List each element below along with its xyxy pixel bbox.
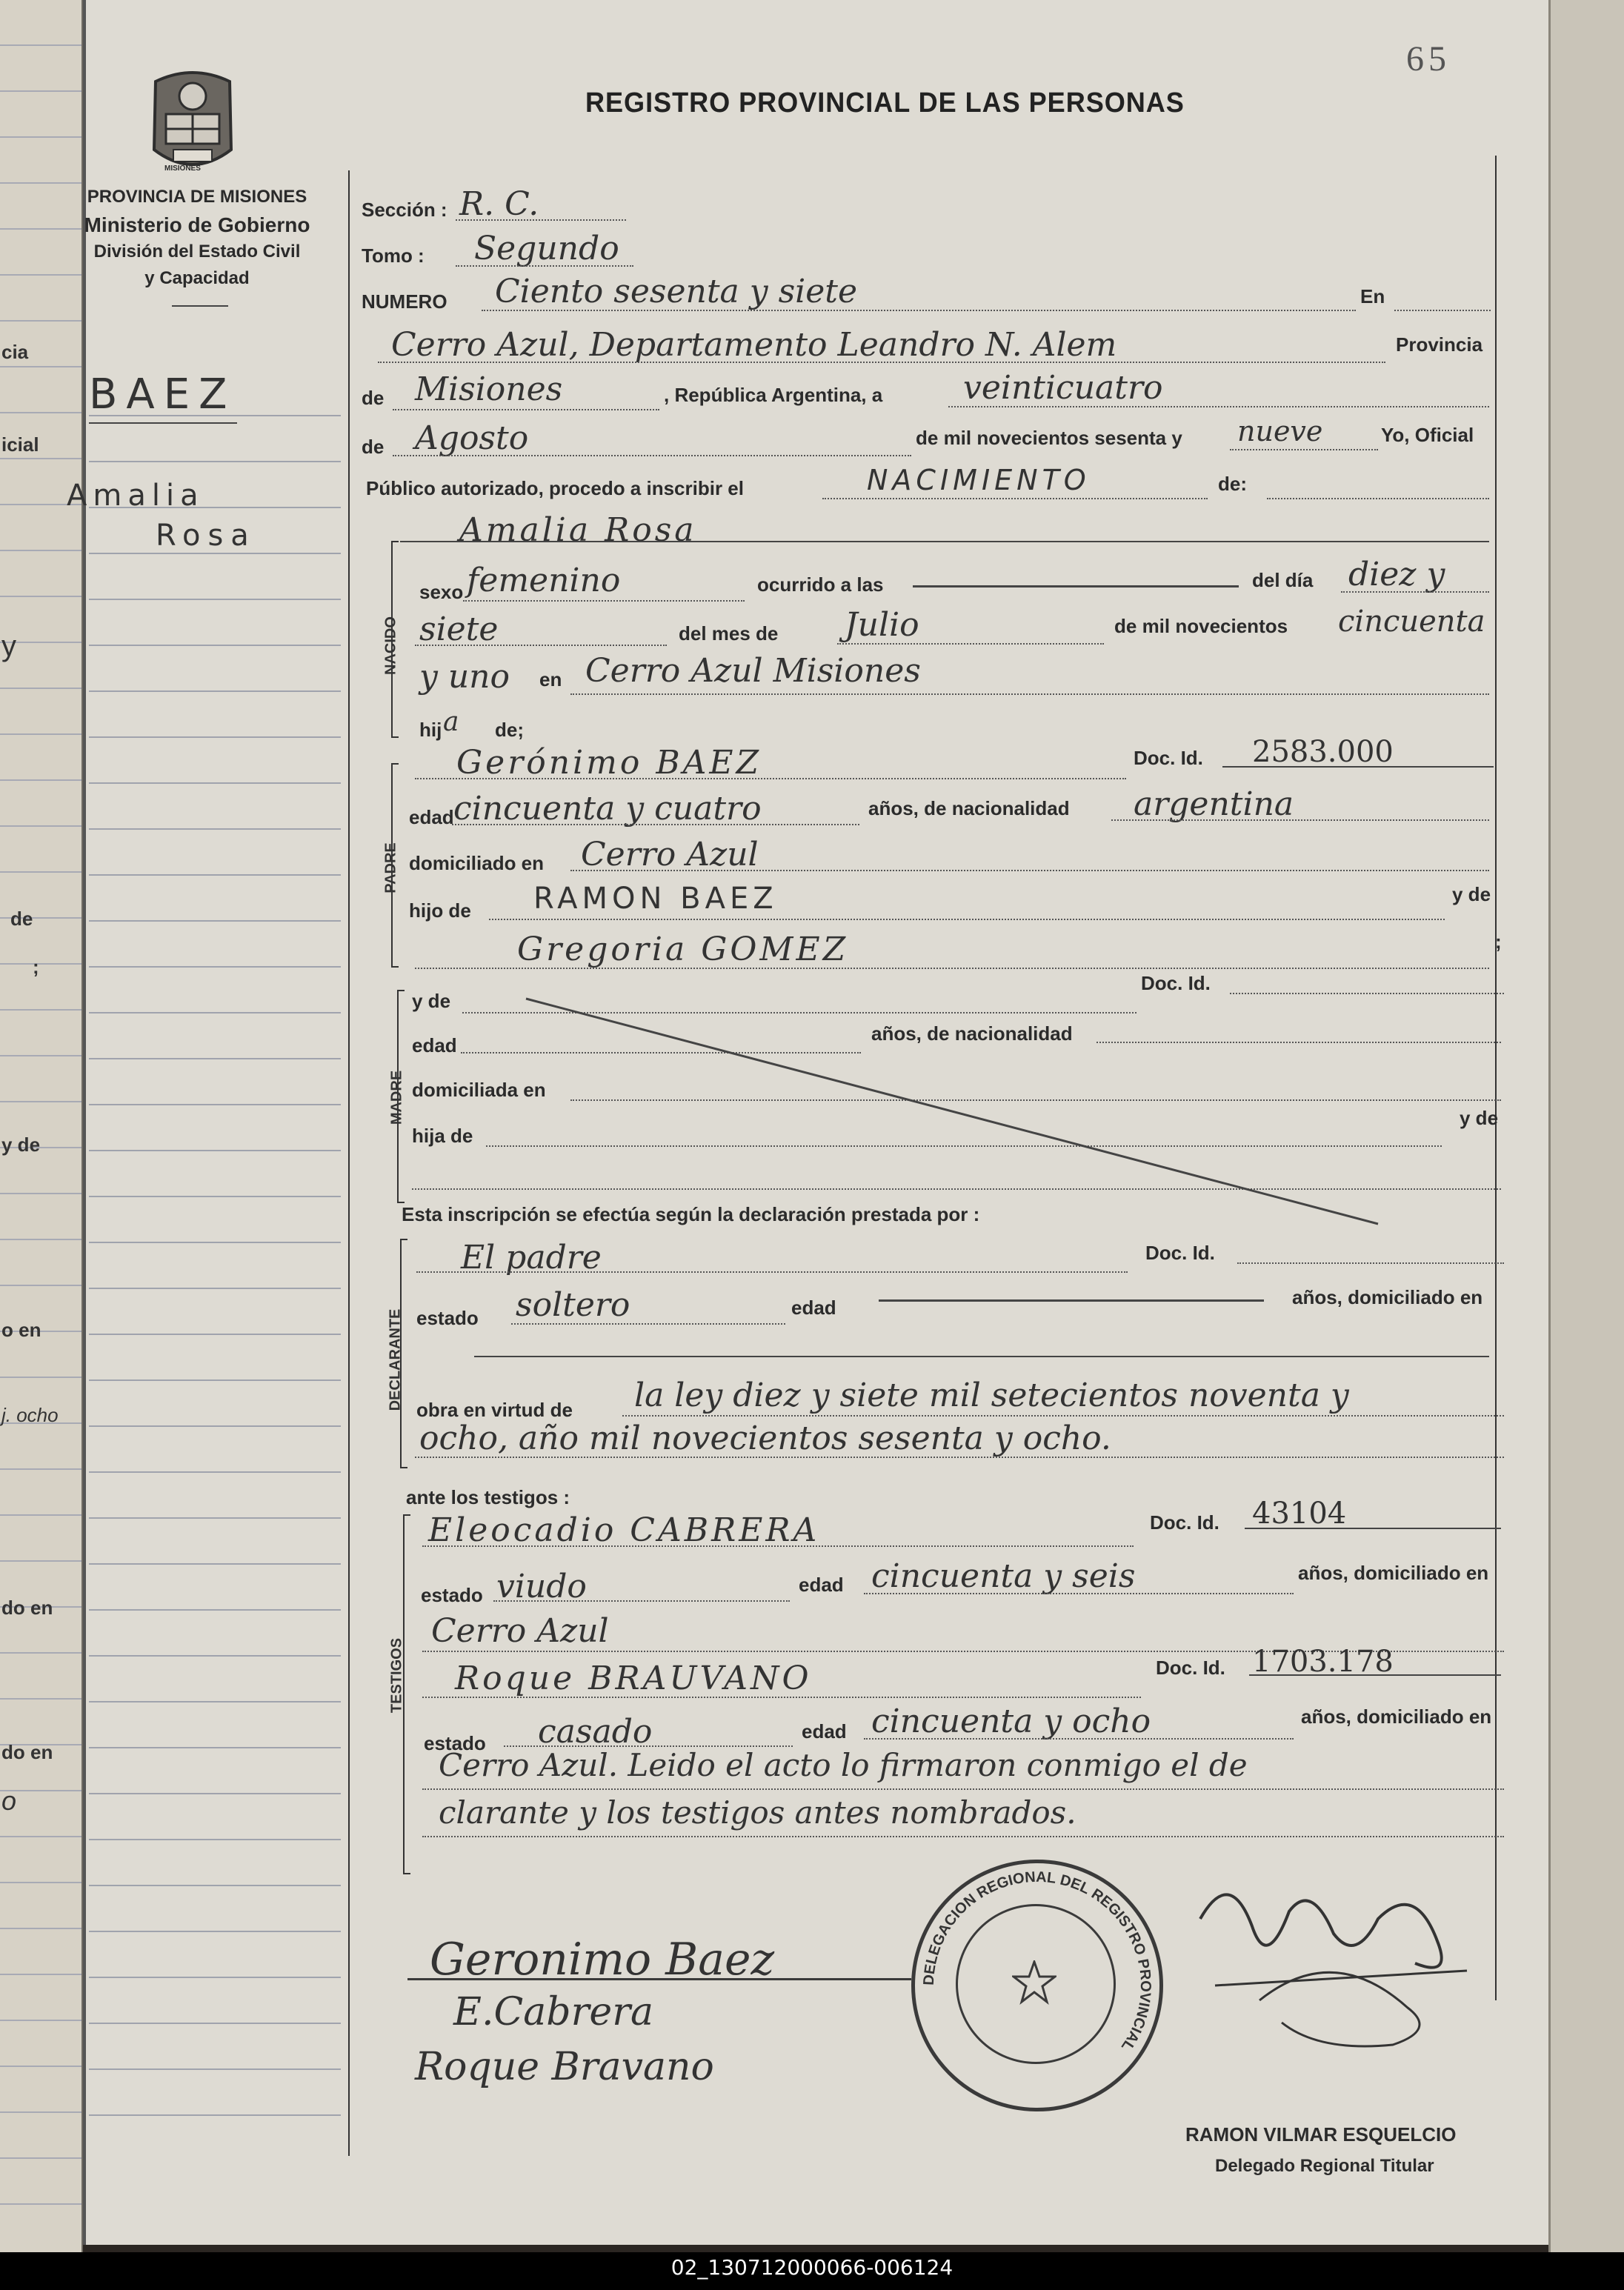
- label-de-2: de: [362, 436, 385, 458]
- official-title: Delegado Regional Titular: [1215, 2156, 1434, 2176]
- label-sexo: sexo: [419, 581, 464, 603]
- label-provincia: Provincia: [1396, 333, 1483, 356]
- label-edad-declarante: edad: [791, 1297, 836, 1319]
- left-page-ruled-line: [0, 2020, 81, 2021]
- line: [511, 1323, 785, 1325]
- left-page-ruled-line: [0, 1285, 81, 1286]
- label-ante-testigos: ante los testigos :: [406, 1486, 570, 1508]
- left-page-ruled-line: [0, 458, 81, 459]
- label-de-semi: de;: [495, 719, 524, 741]
- left-page-ruled-line: [0, 1514, 81, 1516]
- value-testigo-2-estado: casado: [538, 1713, 653, 1751]
- left-page-ruled-line: [0, 1055, 81, 1056]
- value-declarante: El padre: [461, 1239, 602, 1277]
- value-abuelo: RAMON BAEZ: [533, 882, 778, 916]
- side-label-testigos: TESTIGOS: [388, 1637, 405, 1714]
- margin-ruled-line: [89, 1334, 341, 1335]
- left-fragment: y: [1, 630, 16, 662]
- line: [463, 600, 745, 602]
- margin-ruled-line: [89, 828, 341, 830]
- label-hij: hij: [419, 719, 442, 741]
- org-ministry: Ministerio de Gobierno: [84, 213, 310, 236]
- side-label-nacido: NACIDO: [382, 616, 399, 675]
- signature-line: [407, 1978, 911, 1980]
- left-page-ruled-line: [0, 596, 81, 597]
- left-page-ruled-line: [0, 779, 81, 781]
- value-padre-nac: argentina: [1134, 785, 1294, 823]
- margin-surname: BAEZ: [89, 370, 236, 419]
- right-column-rule: [1495, 156, 1497, 2000]
- left-page-ruled-line: [0, 2203, 81, 2205]
- margin-ruled-line: [89, 1012, 341, 1013]
- value-testigo-1-estado: viudo: [496, 1568, 587, 1605]
- value-padre-nombre: Gerónimo BAEZ: [456, 744, 762, 782]
- label-hijo-de: hijo de: [409, 899, 471, 922]
- seal-text: DELEGACION REGIONAL DEL REGISTRO PROVINCIAL: [920, 1868, 1154, 2054]
- value-testigo-2-dom: Cerro Azul. Leido el acto lo firmaron conmigo el de: [439, 1747, 1248, 1783]
- label-doc-id-declarante: Doc. Id.: [1145, 1242, 1215, 1264]
- line-struck: [879, 1299, 1264, 1302]
- label-republica: , República Argentina, a: [664, 384, 883, 406]
- seal-text-ring: [911, 1860, 1163, 2111]
- left-page-ruled-line: [0, 2157, 81, 2159]
- margin-ruled-line: [89, 1517, 341, 1519]
- label-estado-declarante: estado: [416, 1307, 479, 1329]
- margin-ruled-line: [89, 920, 341, 922]
- value-dia: diez y: [1348, 556, 1445, 593]
- margin-ruled-line: [89, 1242, 341, 1243]
- left-fragment: de: [10, 908, 33, 930]
- margin-ruled-line: [89, 966, 341, 968]
- label-del-mes: del mes de: [679, 622, 779, 645]
- left-page-ruled-line: [0, 550, 81, 551]
- left-fragment: do en: [1, 1741, 53, 1763]
- value-nombre: Amalia Rosa: [459, 511, 697, 549]
- margin-ruled-line: [89, 1379, 341, 1381]
- label-edad-padre: edad: [409, 806, 454, 828]
- margin-given-1: Amalia: [67, 479, 204, 513]
- value-anio: nueve: [1237, 415, 1323, 447]
- line: [864, 1593, 1294, 1594]
- label-seccion: Sección :: [362, 199, 447, 221]
- left-page-ruled-line: [0, 1239, 81, 1240]
- org-capacity: y Capacidad: [144, 268, 250, 288]
- value-anio-nac: cincuenta: [1338, 605, 1485, 639]
- margin-ruled-line: [89, 1425, 341, 1427]
- left-page-ruled-line: [0, 688, 81, 689]
- left-column-rule: [348, 170, 350, 2156]
- label-estado-testigo-2: estado: [424, 1732, 486, 1754]
- line: [1222, 766, 1494, 768]
- shield-label: MISIONES: [164, 164, 201, 173]
- line: [393, 409, 659, 410]
- left-fragment: y de: [1, 1134, 41, 1156]
- left-page-ruled-line: [0, 1974, 81, 1975]
- margin-ruled-line: [89, 690, 341, 692]
- left-page-ruled-line: [0, 320, 81, 322]
- left-fragment: icial: [1, 433, 39, 456]
- header-rule: [172, 305, 228, 307]
- page-title: REGISTRO PROVINCIAL DE LAS PERSONAS: [585, 87, 1185, 119]
- margin-ruled-line: [89, 1885, 341, 1886]
- left-fragment: cia: [1, 341, 29, 363]
- label-edad-testigo-2: edad: [802, 1720, 847, 1743]
- left-page-ruled-line: [0, 44, 81, 46]
- label-semicolon: ;: [1495, 931, 1502, 953]
- line: [415, 1457, 1504, 1458]
- margin-ruled-line: [89, 1839, 341, 1840]
- value-testigo-2-doc: 1703.178: [1252, 1645, 1394, 1679]
- label-anios-dom-testigo-2: años, domiciliado en: [1301, 1705, 1492, 1728]
- svg-text:DELEGACION REGIONAL DEL REGIST: [921, 1869, 1154, 2054]
- surname-underline: [89, 422, 237, 424]
- left-fragment: do en: [1, 1597, 53, 1619]
- value-hij-suffix: a: [443, 707, 459, 737]
- label-doc-id-padre: Doc. Id.: [1134, 747, 1203, 769]
- margin-ruled-line: [89, 1288, 341, 1289]
- left-page-ruled-line: [0, 1377, 81, 1378]
- label-esta-inscripcion: Esta inscripción se efectúa según la declaración prestada por :: [402, 1203, 980, 1225]
- margin-ruled-line: [89, 1701, 341, 1702]
- value-dia-2: siete: [419, 610, 499, 648]
- line: [393, 455, 911, 456]
- label-y-de-madre: y de: [412, 990, 451, 1012]
- line: [1245, 1528, 1501, 1529]
- line: [1341, 591, 1489, 593]
- margin-ruled-line: [89, 1196, 341, 1197]
- value-ley-2: ocho, año mil novecientos sesenta y ocho.: [419, 1419, 1111, 1457]
- label-publico: Público autorizado, procedo a inscribir el: [366, 477, 744, 499]
- label-anios-dom-declarante: años, domiciliado en: [1292, 1286, 1483, 1308]
- value-lugar: Cerro Azul, Departamento Leandro N. Alem: [391, 326, 1117, 364]
- label-estado-testigo-1: estado: [421, 1584, 483, 1606]
- org-province: PROVINCIA DE MISIONES: [87, 187, 307, 207]
- line: [1111, 819, 1489, 821]
- value-numero: Ciento sesenta y siete: [495, 273, 858, 310]
- left-page-ruled-line: [0, 1468, 81, 1470]
- line: [415, 645, 667, 646]
- line-struck: [913, 585, 1239, 588]
- label-de: de: [362, 387, 385, 409]
- margin-ruled-line: [89, 1793, 341, 1794]
- left-page-ruled-line: [0, 871, 81, 873]
- line: [864, 1738, 1294, 1740]
- value-testigo-2: Roque BRAUVANO: [455, 1660, 812, 1697]
- left-page-ruled-line: [0, 2111, 81, 2113]
- signature-testigo-2: Roque Bravano: [415, 2045, 714, 2089]
- label-doc-id-testigo-2: Doc. Id.: [1156, 1657, 1225, 1679]
- line: [422, 1836, 1504, 1837]
- line: [422, 1545, 1134, 1547]
- line: [570, 870, 1489, 871]
- left-fragment: o: [1, 1785, 17, 1816]
- margin-given-2: Rosa: [156, 519, 256, 553]
- value-tomo: Segundo: [474, 230, 619, 267]
- signature-testigo-1: E.Cabrera: [453, 1990, 654, 2034]
- left-page-ruled-line: [0, 1009, 81, 1011]
- label-domiciliado-padre: domiciliado en: [409, 852, 545, 874]
- label-obra: obra en virtud de: [416, 1399, 573, 1421]
- coat-of-arms-icon: [141, 68, 244, 179]
- value-lugar-nac: Cerro Azul Misiones: [585, 652, 921, 690]
- left-page-ruled-line: [0, 1698, 81, 1700]
- margin-ruled-line: [89, 599, 341, 600]
- margin-ruled-line: [89, 553, 341, 554]
- label-nacionalidad-padre: años, de nacionalidad: [868, 797, 1070, 819]
- side-label-madre: MADRE: [388, 1070, 405, 1125]
- margin-ruled-line: [89, 1747, 341, 1748]
- official-signature: [1171, 1852, 1511, 2074]
- line: [474, 1356, 1489, 1357]
- value-padre-edad: cincuenta y cuatro: [453, 790, 762, 828]
- line: [422, 1697, 1141, 1698]
- line: [1394, 310, 1491, 311]
- label-doc-id-madre: Doc. Id.: [1141, 972, 1211, 994]
- margin-ruled-line: [89, 736, 341, 738]
- left-fragment: ;: [33, 956, 39, 978]
- margin-ruled-line: [89, 645, 341, 646]
- left-page-ruled-line: [0, 1560, 81, 1562]
- label-numero: NUMERO: [362, 290, 447, 313]
- value-padre-dom: Cerro Azul: [581, 836, 759, 873]
- margin-ruled-line: [89, 1655, 341, 1657]
- label-nacionalidad-madre: años, de nacionalidad: [871, 1022, 1073, 1045]
- margin-ruled-line: [89, 2023, 341, 2024]
- margin-ruled-line: [89, 1104, 341, 1105]
- line: [378, 362, 1385, 363]
- label-y-de: y de: [1452, 883, 1491, 905]
- left-page-ruled-line: [0, 182, 81, 184]
- line: [415, 968, 1489, 969]
- margin-ruled-line: [89, 874, 341, 876]
- value-testigo-1-dom: Cerro Azul: [431, 1612, 609, 1650]
- official-name: RAMON VILMAR ESQUELCIO: [1185, 2123, 1457, 2146]
- line: [1230, 449, 1378, 450]
- line: [416, 1271, 1128, 1273]
- previous-page-edge: [0, 0, 83, 2252]
- label-mil-nov: de mil novecientos: [1114, 615, 1288, 637]
- value-declarante-estado: soltero: [516, 1286, 630, 1324]
- margin-ruled-line: [89, 2068, 341, 2070]
- left-page-ruled-line: [0, 1101, 81, 1102]
- margin-ruled-line: [89, 2114, 341, 2116]
- value-sexo: femenino: [467, 562, 621, 599]
- line: [415, 778, 1126, 779]
- line: [622, 1415, 1504, 1417]
- page-fold: [83, 0, 86, 2245]
- value-ley: la ley diez y siete mil setecientos noventa y: [634, 1377, 1349, 1414]
- label-del-dia: del día: [1252, 569, 1314, 591]
- org-division: División del Estado Civil: [93, 242, 301, 262]
- value-mes-inscripcion: Agosto: [415, 419, 529, 457]
- line: [1249, 1674, 1501, 1676]
- value-anio-nac-2: y uno: [419, 658, 510, 696]
- line: [822, 498, 1208, 499]
- margin-ruled-line: [89, 1977, 341, 1978]
- line: [422, 1788, 1504, 1790]
- left-page-ruled-line: [0, 1882, 81, 1883]
- line: [493, 1600, 790, 1602]
- label-domiciliada: domiciliada en: [412, 1079, 546, 1101]
- side-label-padre: PADRE: [382, 842, 399, 893]
- side-label-declarante: DECLARANTE: [387, 1308, 404, 1411]
- label-ocurrido: ocurrido a las: [757, 573, 884, 596]
- page-number: 65: [1406, 39, 1451, 79]
- line: [482, 310, 1356, 311]
- value-testigo-1-edad: cincuenta y seis: [871, 1557, 1136, 1595]
- label-hija-de: hija de: [412, 1125, 473, 1147]
- label-tomo: Tomo :: [362, 244, 425, 267]
- line: [837, 643, 1104, 645]
- margin-ruled-line: [89, 1563, 341, 1565]
- left-fragment: j. ocho: [1, 1404, 59, 1426]
- value-padre-doc: 2583.000: [1252, 735, 1394, 769]
- value-testigo-1-doc: 43104: [1252, 1497, 1347, 1531]
- left-page-ruled-line: [0, 1836, 81, 1837]
- margin-ruled-line: [89, 461, 341, 462]
- label-doc-id-testigo-1: Doc. Id.: [1150, 1511, 1219, 1534]
- margin-ruled-line: [89, 1058, 341, 1059]
- value-abuela: Gregoria GOMEZ: [517, 931, 849, 968]
- margin-ruled-line: [89, 782, 341, 784]
- label-mil-sesenta: de mil novecientos sesenta y: [916, 427, 1182, 449]
- value-provincia: Misiones: [415, 370, 563, 408]
- left-page-ruled-line: [0, 90, 81, 92]
- left-page-ruled-line: [0, 963, 81, 965]
- left-page-ruled-line: [0, 1928, 81, 1929]
- value-testigo-2-dom-2: clarante y los testigos antes nombrados.: [439, 1794, 1076, 1831]
- label-en-2: en: [539, 668, 562, 690]
- label-en: En: [1360, 285, 1385, 307]
- margin-ruled-line: [89, 1471, 341, 1473]
- madre-strike-line: [519, 993, 1385, 1230]
- left-page-ruled-line: [0, 825, 81, 827]
- line: [1237, 1262, 1504, 1264]
- label-yo-oficial: Yo, Oficial: [1381, 424, 1474, 446]
- line: [570, 693, 1489, 695]
- line: [456, 265, 633, 267]
- book-edge-right: [1548, 0, 1624, 2252]
- left-page-ruled-line: [0, 412, 81, 413]
- line: [400, 541, 1489, 542]
- line: [456, 219, 626, 221]
- line: [1267, 498, 1489, 499]
- left-page-ruled-line: [0, 1652, 81, 1654]
- margin-ruled-line: [89, 1931, 341, 1932]
- margin-ruled-line: [89, 1609, 341, 1611]
- margin-ruled-line: [89, 1150, 341, 1151]
- value-acto: NACIMIENTO: [867, 464, 1091, 496]
- left-fragment: o en: [1, 1319, 41, 1341]
- label-edad-madre: edad: [412, 1034, 457, 1056]
- value-mes: Julio: [845, 606, 919, 644]
- left-page-ruled-line: [0, 733, 81, 735]
- value-seccion: R. C.: [459, 185, 539, 223]
- value-testigo-2-edad: cincuenta y ocho: [871, 1702, 1151, 1740]
- line: [489, 919, 1445, 920]
- line: [948, 406, 1489, 407]
- value-dia-inscripcion: veinticuatro: [963, 369, 1163, 407]
- line: [452, 824, 859, 825]
- label-y-de-3: y de: [1460, 1107, 1499, 1129]
- image-id: 02_130712000066-006124: [670, 2255, 954, 2280]
- value-testigo-1: Eleocadio CABRERA: [428, 1511, 820, 1549]
- label-anios-dom-testigo-1: años, domiciliado en: [1298, 1562, 1489, 1584]
- left-page-ruled-line: [0, 366, 81, 367]
- left-page-ruled-line: [0, 136, 81, 138]
- left-page-ruled-line: [0, 1193, 81, 1194]
- label-edad-testigo-1: edad: [799, 1574, 844, 1596]
- left-page-ruled-line: [0, 2066, 81, 2067]
- label-de-colon: de:: [1218, 473, 1247, 495]
- signature-padre: Geronimo Baez: [430, 1934, 775, 1986]
